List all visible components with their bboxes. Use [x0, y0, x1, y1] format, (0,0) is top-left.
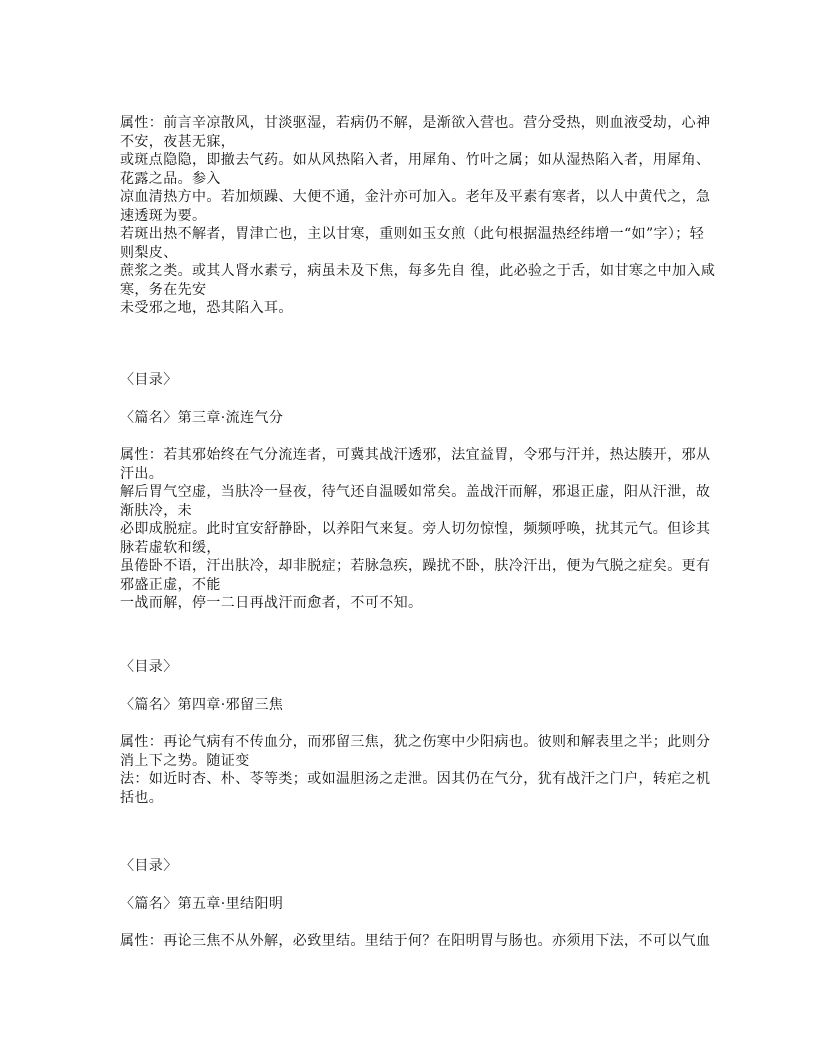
chapter-title: 〈篇名〉第三章·流连气分	[120, 410, 284, 426]
text-line: 未受邪之地，恐其陷入耳。	[120, 300, 293, 316]
text-line: 或斑点隐隐，即撤去气药。如从风热陷入者，用犀角、竹叶之属；如从湿热陷入者，用犀角、	[120, 152, 711, 168]
text-line: 属性：再论气病有不传血分，而邪留三焦，犹之伤寒中少阳病也。彼则和解表里之半；此则分	[120, 734, 711, 750]
text-line: 属性：若其邪始终在气分流连者，可冀其战汗透邪，法宜益胃，令邪与汗并，热达腠开，邪从	[120, 447, 711, 463]
paragraph-section-4	[120, 932, 720, 951]
text-line: 脉若虚软和缓，	[120, 539, 221, 556]
paragraph-section-1	[120, 114, 720, 318]
chapter-title: 〈篇名〉第五章·里结阳明	[120, 896, 284, 912]
text-line: 则梨皮、	[120, 244, 178, 261]
text-line: 虽倦卧不语，汗出肤冷，却非脱症；若脉急疾，躁扰不卧，肤冷汗出，便为气脱之症矣。更有	[120, 558, 711, 574]
text-line: 渐肤冷，未	[120, 502, 192, 519]
text-line: 法：如近时杏、朴、苓等类；或如温胆汤之走泄。因其仍在气分，犹有战汗之门户，转疟之机	[120, 771, 711, 787]
paragraph-section-2	[120, 446, 720, 613]
toc-link[interactable]: 〈目录〉	[120, 858, 178, 874]
text-line: 花露之品。参入	[120, 170, 221, 187]
toc-link[interactable]: 〈目录〉	[120, 659, 178, 675]
text-line: 凉血清热方中。若加烦躁、大便不通，金汁亦可加入。老年及平素有寒者，以人中黄代之，急	[120, 189, 711, 205]
text-line: 消上下之势。随证变	[120, 752, 250, 769]
text-line: 汗出。	[120, 465, 164, 482]
text-line: 一战而解，停一二日再战汗而愈者，不可不知。	[120, 595, 423, 611]
chapter-title: 〈篇名〉第四章·邪留三焦	[120, 697, 284, 713]
toc-link[interactable]: 〈目录〉	[120, 372, 178, 388]
text-line: 必即成脱症。此时宜安舒静卧，以养阳气来复。旁人切勿惊惶，频频呼唤，扰其元气。但诊其	[120, 521, 711, 537]
text-line: 寒，务在先安	[120, 281, 207, 298]
text-line: 邪盛正虚，不能	[120, 576, 221, 593]
text-line: 不安，夜甚无寐，	[120, 133, 236, 150]
text-line: 速透斑为要。	[120, 207, 207, 224]
paragraph-section-3	[120, 733, 720, 807]
text-line: 若斑出热不解者，胃津亡也，主以甘寒，重则如玉女煎（此句根据温热经纬增一“如”字）；轻	[120, 226, 705, 242]
text-line: 属性：再论三焦不从外解，必致里结。里结于何？在阳明胃与肠也。亦须用下法，不可以气血	[120, 933, 711, 949]
text-line: 属性：前言辛凉散风，甘淡驱湿，若病仍不解，是渐欲入营也。营分受热，则血液受劫，心神	[120, 115, 711, 131]
text-line: 括也。	[120, 789, 164, 806]
text-line: 解后胃气空虚，当肤冷一昼夜，待气还自温暖如常矣。盖战汗而解，邪退正虚，阳从汗泄，故	[120, 484, 711, 500]
text-line: 蔗浆之类。或其人肾水素亏，病虽未及下焦，每多先自 徨，此必验之于舌，如甘寒之中加入咸	[120, 263, 716, 279]
